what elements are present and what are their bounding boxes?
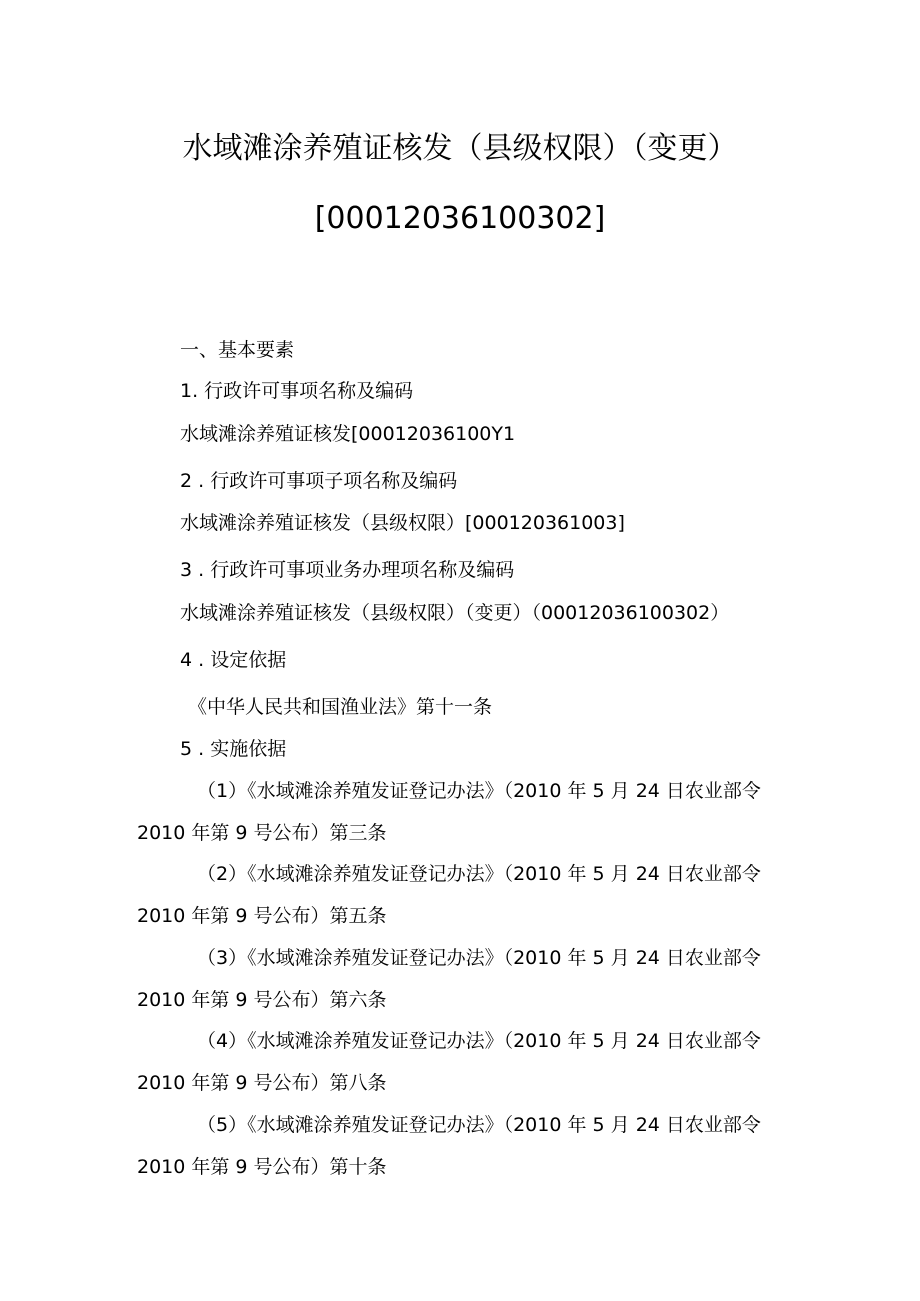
basis-5-line2: 2010 年第 9 号公布）第十条 xyxy=(137,1156,387,1178)
document-title: 水域滩涂养殖证核发（县级权限）（变更） xyxy=(182,131,738,166)
item-1-value: 水域滩涂养殖证核发[00012036100Y1 xyxy=(180,423,516,445)
item-3-value: 水域滩涂养殖证核发（县级权限）（变更）（00012036100302） xyxy=(180,602,730,624)
item-1-heading: 1. 行政许可事项名称及编码 xyxy=(180,380,414,402)
basis-4-line2: 2010 年第 9 号公布）第八条 xyxy=(137,1072,387,1094)
basis-5-line1: （5）《水域滩涂养殖发证登记办法》（2010 年 5 月 24 日农业部令 xyxy=(197,1114,761,1136)
item-4-value: 《中华人民共和国渔业法》第十一条 xyxy=(188,696,493,718)
document-code: [00012036100302] xyxy=(314,201,606,236)
item-5-heading: 5 . 实施依据 xyxy=(180,738,287,760)
section-heading-basic: 一、基本要素 xyxy=(180,339,295,361)
item-3-heading: 3 . 行政许可事项业务办理项名称及编码 xyxy=(180,559,515,581)
basis-4-line1: （4）《水域滩涂养殖发证登记办法》（2010 年 5 月 24 日农业部令 xyxy=(197,1030,761,1052)
item-2-heading: 2 . 行政许可事项子项名称及编码 xyxy=(180,470,458,492)
basis-2-line1: （2）《水域滩涂养殖发证登记办法》（2010 年 5 月 24 日农业部令 xyxy=(197,863,761,885)
basis-3-line1: （3）《水域滩涂养殖发证登记办法》（2010 年 5 月 24 日农业部令 xyxy=(197,947,761,969)
item-2-value: 水域滩涂养殖证核发（县级权限）[000120361003] xyxy=(180,512,625,534)
basis-1-line2: 2010 年第 9 号公布）第三条 xyxy=(137,822,387,844)
basis-2-line2: 2010 年第 9 号公布）第五条 xyxy=(137,905,387,927)
basis-3-line2: 2010 年第 9 号公布）第六条 xyxy=(137,989,387,1011)
basis-1-line1: （1）《水域滩涂养殖发证登记办法》（2010 年 5 月 24 日农业部令 xyxy=(197,780,761,802)
item-4-heading: 4 . 设定依据 xyxy=(180,649,287,671)
